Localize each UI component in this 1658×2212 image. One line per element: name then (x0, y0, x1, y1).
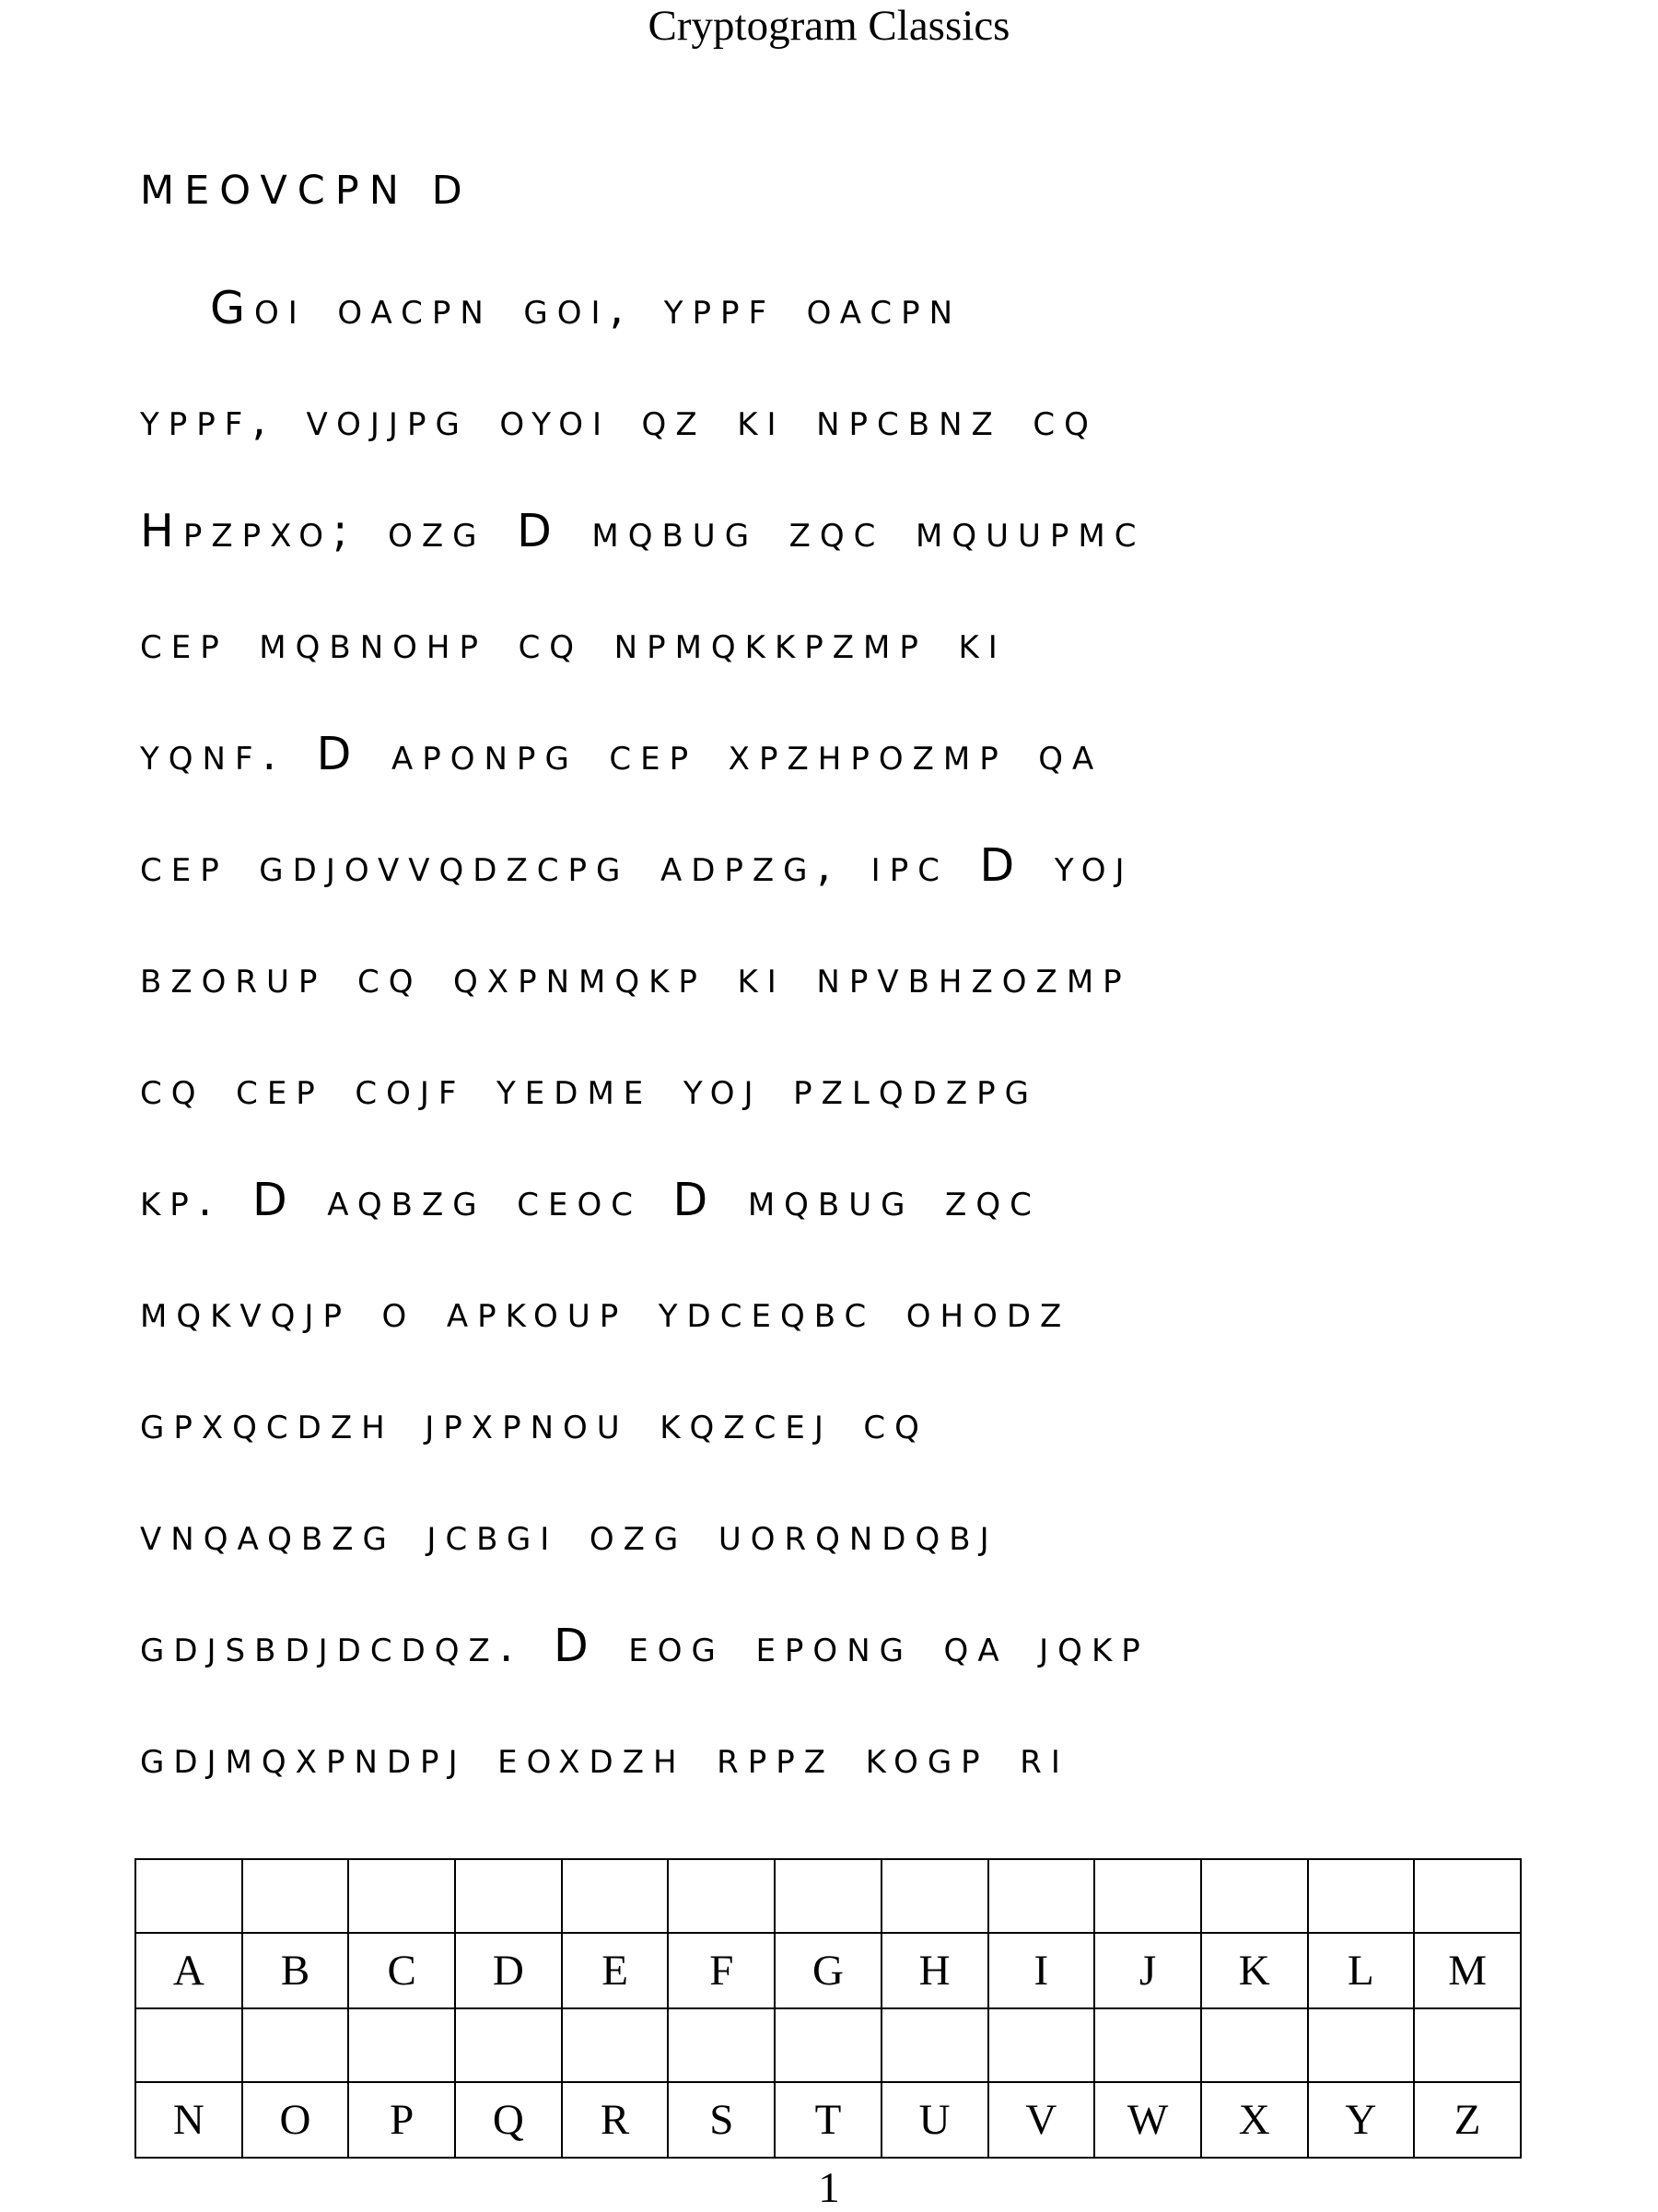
answer-cell[interactable] (242, 1859, 349, 1933)
answer-cell[interactable] (882, 1859, 988, 1933)
cipher-line: Hpzpxo; ozg D mqbug zqc mquupmc (140, 505, 1146, 557)
puzzle-title: MEOVCPN D (140, 168, 473, 214)
answer-cell[interactable] (348, 2008, 455, 2082)
answer-cell[interactable] (562, 1859, 669, 1933)
answer-cell[interactable] (455, 2008, 562, 2082)
page-header: Cryptogram Classics (648, 2, 1010, 50)
key-letter-cell: K (1201, 1933, 1308, 2008)
key-letter-cell: L (1308, 1933, 1415, 2008)
key-letter-cell: Q (455, 2082, 562, 2158)
cipher-line: cep gdjovvqdzcpg adpzg, ipc D yoj (140, 839, 1134, 892)
key-letter-cell: A (135, 1933, 242, 2008)
letter-row-bottom (135, 2082, 1521, 2158)
key-letter-cell: T (775, 2082, 882, 2158)
decoding-key-table (134, 1858, 1522, 2159)
answer-cell[interactable] (668, 2008, 775, 2082)
answer-cell[interactable] (988, 1859, 1095, 1933)
key-letter-cell: C (348, 1933, 455, 2008)
key-letter-cell: M (1414, 1933, 1521, 2008)
answer-cell[interactable] (1094, 1859, 1201, 1933)
answer-cell[interactable] (348, 1859, 455, 1933)
answer-cell[interactable] (775, 2008, 882, 2082)
answer-cell[interactable] (1308, 1859, 1415, 1933)
answer-cell[interactable] (1201, 2008, 1308, 2082)
key-letter-cell: P (348, 2082, 455, 2158)
page-number: 1 (818, 2164, 840, 2212)
key-letter-cell: J (1094, 1933, 1201, 2008)
answer-cell[interactable] (135, 1859, 242, 1933)
answer-cell[interactable] (1414, 1859, 1521, 1933)
key-letter-cell: B (242, 1933, 349, 2008)
cipher-line: yppf, vojjpg oyoi qz ki npcbnz cq (140, 393, 1098, 446)
key-letter-cell: E (562, 1933, 669, 2008)
answer-cell[interactable] (882, 2008, 988, 2082)
key-letter-cell: W (1094, 2082, 1201, 2158)
cipher-line: mqkvqjp o apkoup ydceqbc ohodz (140, 1285, 1071, 1338)
key-letter-cell: G (775, 1933, 882, 2008)
key-letter-cell: S (668, 2082, 775, 2158)
answer-cell[interactable] (1094, 2008, 1201, 2082)
cipher-line: kp. D aqbzg ceoc D mqbug zqc (140, 1174, 1041, 1226)
key-letter-cell: Y (1308, 2082, 1415, 2158)
cipher-line: Goi oacpn goi, yppf oacpn (210, 282, 963, 334)
cipher-line: cep mqbnohp cq npmqkkpzmp ki (140, 616, 1007, 669)
cipher-line: gpxqcdzh jpxpnou kqzcej cq (140, 1397, 928, 1449)
key-letter-cell: Z (1414, 2082, 1521, 2158)
cipher-line: yqnf. D aponpg cep xpzhpozmp qa (140, 728, 1103, 780)
cipher-line: gdjmqxpndpj eoxdzh rppz kogp ri (140, 1731, 1069, 1784)
cipher-line: cq cep cojf yedme yoj pzlqdzpg (140, 1062, 1038, 1115)
key-letter-cell: V (988, 2082, 1095, 2158)
key-letter-cell: X (1201, 2082, 1308, 2158)
answer-cell[interactable] (1201, 1859, 1308, 1933)
answer-cell[interactable] (562, 2008, 669, 2082)
cipher-line: bzorup cq qxpnmqkp ki npvbhzozmp (140, 951, 1131, 1003)
key-letter-cell: R (562, 2082, 669, 2158)
answer-cell[interactable] (988, 2008, 1095, 2082)
answer-cell[interactable] (135, 2008, 242, 2082)
answer-cell[interactable] (775, 1859, 882, 1933)
answer-row-top (135, 1859, 1521, 1933)
answer-cell[interactable] (668, 1859, 775, 1933)
key-letter-cell: N (135, 2082, 242, 2158)
key-letter-cell: H (882, 1933, 988, 2008)
letter-row-top (135, 1933, 1521, 2008)
key-letter-cell: I (988, 1933, 1095, 2008)
key-letter-cell: O (242, 2082, 349, 2158)
answer-row-bottom (135, 2008, 1521, 2082)
answer-cell[interactable] (1414, 2008, 1521, 2082)
key-letter-cell: F (668, 1933, 775, 2008)
key-letter-cell: U (882, 2082, 988, 2158)
answer-cell[interactable] (1308, 2008, 1415, 2082)
answer-cell[interactable] (455, 1859, 562, 1933)
answer-cell[interactable] (242, 2008, 349, 2082)
cipher-line: gdjsbdjdcdqz. D eog epong qa jqkp (140, 1620, 1150, 1672)
key-letter-cell: D (455, 1933, 562, 2008)
cipher-line: vnqaqbzg jcbgi ozg uorqndqbj (140, 1508, 998, 1561)
